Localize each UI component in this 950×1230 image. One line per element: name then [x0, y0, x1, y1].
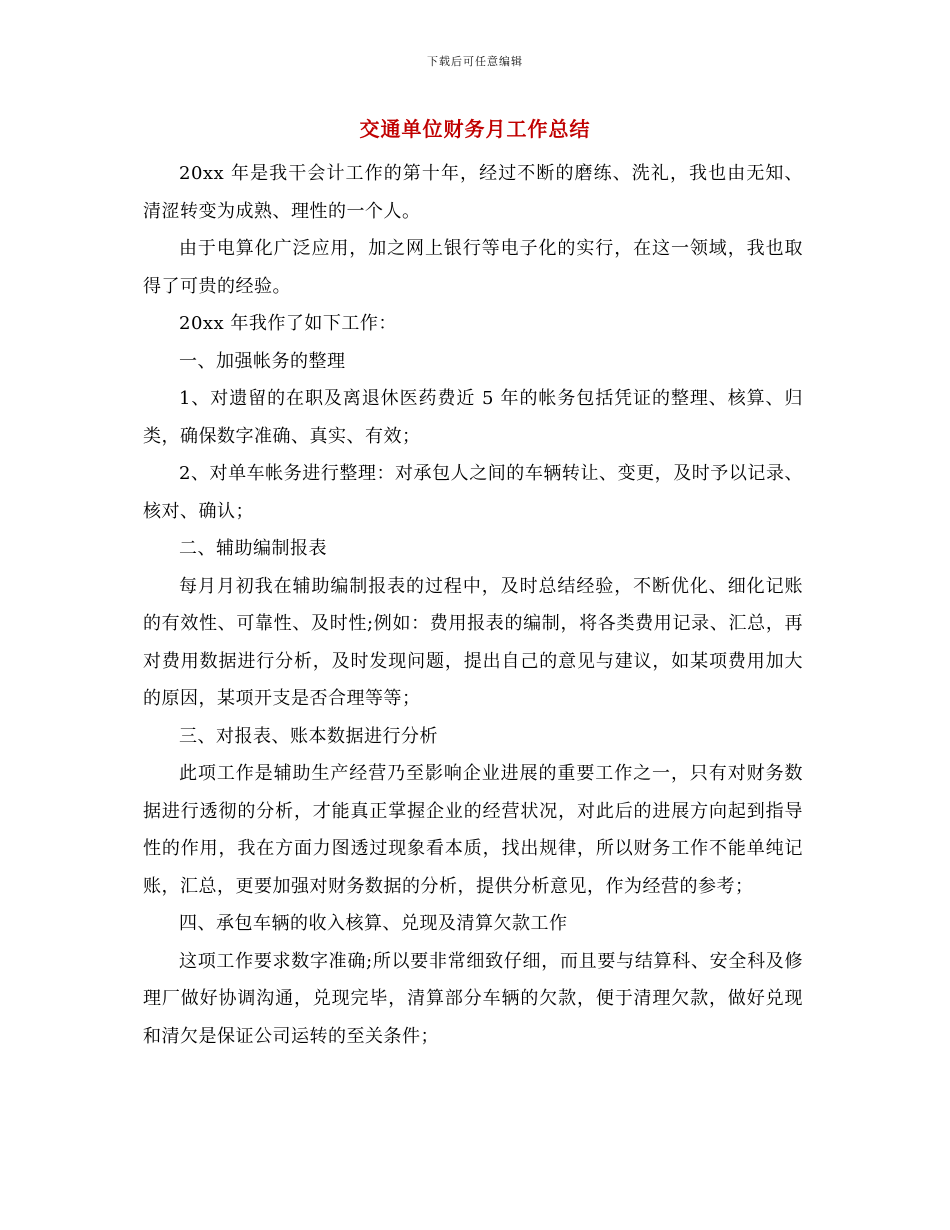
download-note: 下载后可任意编辑: [427, 55, 523, 68]
document-body: [143, 155, 803, 1055]
list-item-2: 2、对单车帐务进行整理：对承包人之间的车辆转让、变更，及时予以记录、核对、确认；: [143, 463, 803, 522]
paragraph-intro-2: 由于电算化广泛应用，加之网上银行等电子化的实行，在这一领域，我也取得了可贵的经验。: [143, 238, 803, 297]
paragraph-analysis: 此项工作是辅助生产经营乃至影响企业进展的重要工作之一，只有对财务数据进行透彻的分析，才能真正掌握企业的经营状况，对此后的进展方向起到指导性的作用，我在方面力图透过现象看本质，找出规律，所以财务工作不能单纯记账，汇总，更要加强对财务数据的分析，提供分析意见，作为经营的参考；: [143, 763, 803, 897]
paragraph-reports: 每月月初我在辅助编制报表的过程中，及时总结经验，不断优化、细化记账的有效性、可靠性、及时性;例如：费用报表的编制，将各类费用记录、汇总，再对费用数据进行分析，及时发现问题，提出自己的意见与建议，如某项费用加大的原因，某项开支是否合理等等；: [143, 575, 803, 709]
section-heading-2: 二、辅助编制报表: [179, 538, 327, 559]
paragraph-work-list: 20xx 年我作了如下工作：: [179, 313, 397, 334]
list-item-1: 1、对遗留的在职及离退休医药费近 5 年的帐务包括凭证的整理、核算、归类，确保数字准确、真实、有效；: [143, 388, 803, 447]
section-heading-4: 四、承包车辆的收入核算、兑现及清算欠款工作: [179, 913, 568, 934]
paragraph-settlement: 这项工作要求数字准确;所以要非常细致仔细，而且要与结算科、安全科及修理厂做好协调沟通，兑现完毕，清算部分车辆的欠款，便于清理欠款，做好兑现和清欠是保证公司运转的至关条件；: [143, 950, 803, 1047]
paragraph-intro-1: 20xx 年是我干会计工作的第十年，经过不断的磨练、洗礼，我也由无知、清涩转变为成熟、理性的一个人。: [143, 163, 803, 222]
section-heading-3: 三、对报表、账本数据进行分析: [179, 725, 438, 747]
section-heading-1: 一、加强帐务的整理: [179, 350, 346, 372]
document-title: 交通单位财务月工作总结: [359, 117, 591, 141]
